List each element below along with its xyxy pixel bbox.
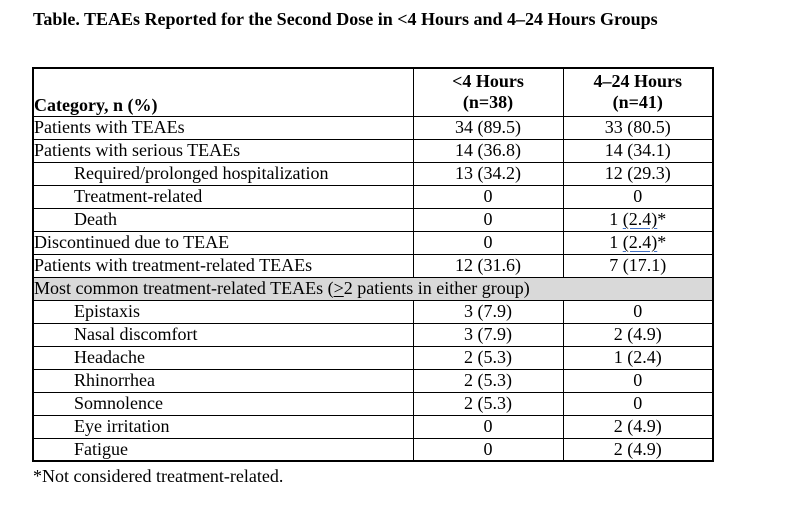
section-text: Most common treatment-related TEAEs (	[34, 278, 334, 298]
header-group-lt4h-line2: (n=38)	[462, 92, 514, 113]
row-label-cell: Patients with TEAEs	[33, 116, 413, 139]
table-row-treatment-related	[33, 185, 713, 208]
header-group-lt4h	[413, 68, 563, 116]
value-cell-4-24h	[563, 231, 713, 254]
value-cell-4-24h: 7 (17.1)	[563, 254, 713, 277]
table-row-death	[33, 208, 713, 231]
row-label-cell: Required/prolonged hospitalization	[33, 162, 413, 185]
value-cell-4-24h: 0	[563, 369, 713, 392]
value-cell-lt4h: 3 (7.9)	[413, 300, 563, 323]
value-cell-lt4h: 3 (7.9)	[413, 323, 563, 346]
table-row-rhinorrhea	[33, 369, 713, 392]
table-row-treatment-related-teaes	[33, 254, 713, 277]
header-group-4-24h-line1: 4–24 Hours	[593, 71, 682, 92]
value-prefix: 1	[609, 209, 623, 229]
row-label-cell: Patients with serious TEAEs	[33, 139, 413, 162]
grammar-underlined-value: (2.4)	[622, 209, 658, 229]
value-cell-4-24h: 1 (2.4)	[563, 346, 713, 369]
section-header-cell	[33, 277, 713, 300]
table-row-serious-teaes	[33, 139, 713, 162]
value-cell-4-24h: 0	[563, 185, 713, 208]
value-cell-lt4h: 0	[413, 438, 563, 461]
row-label-cell: Somnolence	[33, 392, 413, 415]
section-header-row	[33, 277, 713, 300]
value-cell-4-24h: 2 (4.9)	[563, 438, 713, 461]
value-cell-4-24h: 12 (29.3)	[563, 162, 713, 185]
row-label-cell: Patients with treatment-related TEAEs	[33, 254, 413, 277]
value-prefix: 1	[609, 232, 623, 252]
header-group-4-24h	[563, 68, 713, 116]
value-cell-lt4h: 13 (34.2)	[413, 162, 563, 185]
table-row-fatigue	[33, 438, 713, 461]
header-category: Category, n (%)	[33, 68, 413, 116]
value-cell-lt4h: 34 (89.5)	[413, 116, 563, 139]
grammar-underlined-value: (2.4)	[622, 232, 658, 252]
table-row-somnolence	[33, 392, 713, 415]
header-group-lt4h-line1: <4 Hours	[452, 71, 524, 92]
row-label-cell: Eye irritation	[33, 415, 413, 438]
row-label-cell: Epistaxis	[33, 300, 413, 323]
value-cell-4-24h: 0	[563, 392, 713, 415]
value-cell-lt4h: 2 (5.3)	[413, 369, 563, 392]
value-cell-lt4h: 0	[413, 231, 563, 254]
table-row-hospitalization	[33, 162, 713, 185]
row-label-cell: Fatigue	[33, 438, 413, 461]
section-text-cont: 2 patients in either group)	[343, 278, 530, 298]
table-row-headache	[33, 346, 713, 369]
value-asterisk: *	[657, 232, 667, 252]
value-cell-lt4h: 12 (31.6)	[413, 254, 563, 277]
value-cell-lt4h: 0	[413, 185, 563, 208]
value-cell-4-24h	[563, 208, 713, 231]
header-group-4-24h-line2: (n=41)	[612, 92, 663, 113]
row-label-cell: Nasal discomfort	[33, 323, 413, 346]
table-title: Table. TEAEs Reported for the Second Dose in <4 Hours and 4–24 Hours Groups	[33, 9, 658, 29]
value-cell-lt4h: 0	[413, 415, 563, 438]
table-row-nasal-discomfort	[33, 323, 713, 346]
teae-table	[32, 67, 714, 462]
value-cell-lt4h: 0	[413, 208, 563, 231]
header-row	[33, 68, 713, 116]
value-cell-lt4h: 2 (5.3)	[413, 392, 563, 415]
value-cell-lt4h: 14 (36.8)	[413, 139, 563, 162]
table-row-discontinued	[33, 231, 713, 254]
value-cell-4-24h: 2 (4.9)	[563, 323, 713, 346]
value-asterisk: *	[657, 209, 667, 229]
greater-equal-symbol: >	[333, 278, 344, 298]
value-cell-lt4h: 2 (5.3)	[413, 346, 563, 369]
footnote: *Not considered treatment-related.	[33, 466, 284, 486]
table-row-patients-with-teaes	[33, 116, 713, 139]
row-label-cell: Headache	[33, 346, 413, 369]
table-row-eye-irritation	[33, 415, 713, 438]
row-label-cell: Treatment-related	[33, 185, 413, 208]
row-label-cell: Discontinued due to TEAE	[33, 231, 413, 254]
row-label-cell: Death	[33, 208, 413, 231]
table-row-epistaxis	[33, 300, 713, 323]
value-cell-4-24h: 14 (34.1)	[563, 139, 713, 162]
value-cell-4-24h: 33 (80.5)	[563, 116, 713, 139]
value-cell-4-24h: 2 (4.9)	[563, 415, 713, 438]
row-label-cell: Rhinorrhea	[33, 369, 413, 392]
value-cell-4-24h: 0	[563, 300, 713, 323]
